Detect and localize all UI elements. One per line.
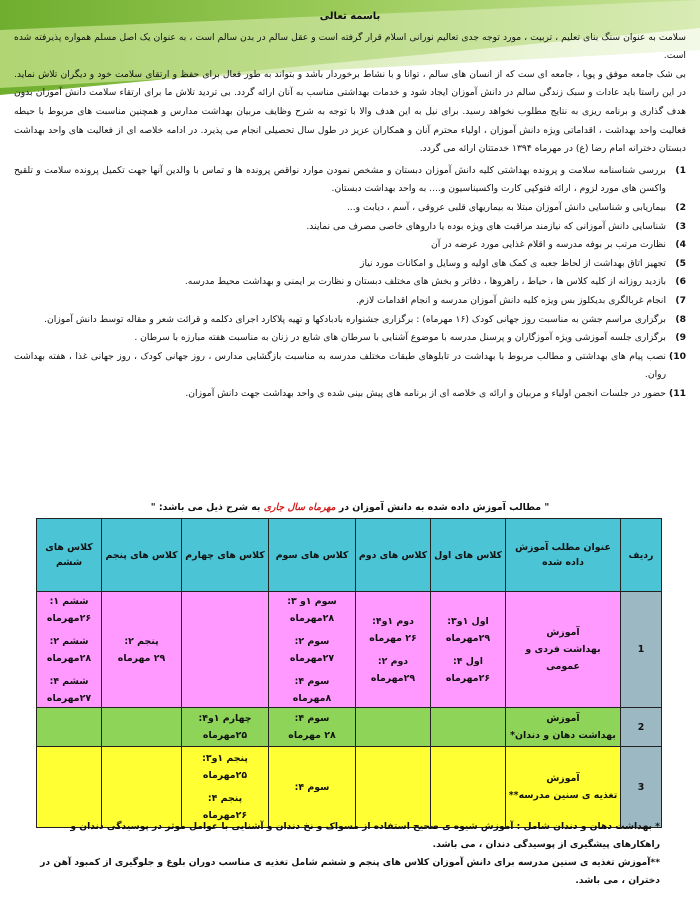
topic-line: بهداشت دهان و دندان* <box>510 730 616 741</box>
schedule-cell <box>431 747 506 828</box>
row-number-cell: 2 <box>621 708 662 747</box>
list-item-number: 5) <box>675 257 686 269</box>
schedule-line: ۲۹ مهرماه <box>117 652 166 664</box>
list-item-text: نظارت مرتب بر بوفه مدرسه و اقلام غذایی مورد عرضه در آن <box>431 239 666 251</box>
schedule-line: ششم ۱: <box>49 595 89 607</box>
schedule-line: سوم ۴: <box>294 781 330 793</box>
topic-cell <box>506 747 621 828</box>
list-item-text: نصب پیام های بهداشتی و مطالب مربوط با بهداشت در تابلوهای طبقات مختلف مدرسه به مناسبت بازگشایی مدارس ، روز جهانی کودک ، روز جهانی غذا ، هفته بهداشت روان. <box>14 350 666 381</box>
schedule-cell <box>182 708 269 747</box>
list-item <box>14 218 686 237</box>
topic-line: آموزش <box>546 773 580 784</box>
header-row-number: ردیف <box>621 519 662 592</box>
schedule-line: ۲۸مهرماه <box>289 612 335 624</box>
education-table <box>36 518 662 828</box>
list-item <box>14 292 686 311</box>
schedule-line: ششم ۲: <box>49 635 89 647</box>
list-item-text: برگزاری جلسه آموزشی ویژه آموزگاران و پرسنل مدرسه با موضوع آشنایی با سرطان های شایع در زنان به مناسبت هفته مبارزه با سرطان . <box>134 332 666 344</box>
schedule-cell <box>37 592 102 708</box>
list-item-text: بیماریابی و شناسایی دانش آموزان مبتلا به بیماریهای قلبی عروقی ، آسم ، دیابت و... <box>346 201 666 213</box>
topic-line: آموزش <box>546 713 580 724</box>
header-topic: عنوان مطلب آموزش داده شده <box>506 519 621 592</box>
schedule-cell <box>356 592 431 708</box>
table-row <box>37 592 662 708</box>
document-title: باسمه تعالی <box>319 11 381 22</box>
schedule-line: ۲۶ مهرماه <box>369 632 417 644</box>
list-item-text: حضور در جلسات انجمن اولیاء و مربیان و ارائه ی خلاصه ای از برنامه های پیش بینی شده ی واحد بهداشت جهت دانش آموزان. <box>185 387 666 399</box>
list-item-number: 2) <box>675 201 686 213</box>
schedule-line: اول ۱و۳: <box>447 615 489 627</box>
schedule-line: ۲۹مهرماه <box>445 632 491 644</box>
list-item-number: 7) <box>675 294 686 306</box>
schedule-line: سوم ۲: <box>294 635 330 647</box>
schedule-cell <box>102 708 182 747</box>
row-number-cell: 3 <box>621 747 662 828</box>
header-grade-5: کلاس های پنجم <box>102 519 182 592</box>
topic-cell <box>506 592 621 708</box>
topic-line: بهداشت فردی و عمومی <box>525 644 601 672</box>
schedule-cell <box>37 708 102 747</box>
schedule-line: سوم ۴: <box>294 675 330 687</box>
schedule-line: چهارم ۱و۴: <box>198 713 252 724</box>
table-row <box>37 747 662 828</box>
list-item <box>14 236 686 255</box>
row-number-cell: 1 <box>621 592 662 708</box>
schedule-cell <box>431 708 506 747</box>
schedule-cell <box>269 708 356 747</box>
topic-line: آموزش <box>546 627 580 638</box>
header-grade-3: کلاس های سوم <box>269 519 356 592</box>
table-intro <box>0 502 700 513</box>
list-item <box>14 329 686 348</box>
intro-paragraph-1: سلامت به عنوان سنگ بنای تعلیم ، تربیت ، مورد توجه جدی تعالیم نورانی اسلام قرار گرفته است و عقل سالم در بدن سالم است ، به عنوان یک اصل مسلم همواره پذیرفته شده است. <box>14 31 686 62</box>
schedule-cell <box>269 592 356 708</box>
schedule-cell <box>182 592 269 708</box>
table-intro-after: به شرح ذیل می باشد: " <box>150 502 264 513</box>
list-item <box>14 348 686 385</box>
table-intro-before: " مطالب آموزش داده شده به دانش آموزان در <box>335 502 550 513</box>
schedule-cell <box>102 592 182 708</box>
list-item-text: بررسی شناسنامه سلامت و پرونده بهداشتی کلیه دانش آموزان دبستان و مشخص نمودن موارد نواقص پرونده ها و تماس با والدین آنها جهت تکمیل پرونده سلامت و تلقیح واکسن های مورد لزوم ، ارائه فتوکپی کارت واکسیناسیون و.... به واحد بهداشت دبستان. <box>14 164 666 195</box>
list-item-number: 11) <box>669 387 686 399</box>
schedule-cell <box>102 747 182 828</box>
header-grade-4: کلاس های چهارم <box>182 519 269 592</box>
list-item-number: 3) <box>675 220 686 232</box>
list-item-text: بازدید روزانه از کلیه کلاس ها ، حیاط ، راهروها ، دفاتر و بخش های مختلف دبستان و نظارت بر ایمنی و بهداشت محیط مدرسه. <box>184 276 666 288</box>
intro-paragraph-2: بی شک جامعه موفق و پویا ، جامعه ای ست که از انسان های سالم ، توانا و با نشاط برخوردار باشد و بتواند به طور فعال برای حفظ و ارتقای سلامت خود و دیگران تلاش نماید. در این راستا باید عادات و سبک زندگی سالم در دانش آموزان ایجاد شود و خدمات بهداشتی مناسب به آنان ارائه گردد. بی تردید تلاش ما برای ارتقاء سلامت دانش آموزان بدون هدف گذاری و برنامه ریزی به نتایج مطلوب نخواهد رسید. برای نیل به این هدف والا با توجه به شرح وظایف مربیان بهداشت مدارس و همچنین مناسبت های مربوط با حیطه فعالیت واحد بهداشت ، اقداماتی ویژه دانش آموزان ، اولیاء محترم آنان و همکاران عزیز در طول سال تحصیلی انجام می پذیرد. در ادامه خلاصه ای از فعالیت های واحد بهداشت دبستان دخترانه امام رضا (ع) در مهرماه ۱۳۹۴ خدمتتان ارائه می گردد. <box>14 68 686 155</box>
header-grade-6: کلاس های ششم <box>37 519 102 592</box>
list-item <box>14 162 686 199</box>
schedule-line: دوم ۱و۴: <box>372 615 414 627</box>
list-item-number: 10) <box>669 350 686 362</box>
list-item-text: برگزاری مراسم جشن به مناسبت روز جهانی کودک (۱۶ مهرماه) : برگزاری جشنواره بادبادکها و تهیه پلاکارد اجرای دکلمه و قرائت شعر و مقاله توسط دانش آموزان. <box>44 313 666 325</box>
list-item-text: تجهیز اتاق بهداشت از لحاظ جعبه ی کمک های اولیه و وسایل و امکانات مورد نیاز <box>360 257 666 269</box>
activity-list <box>14 162 686 404</box>
schedule-line: پنجم ۲: <box>124 635 159 647</box>
list-item-text: شناسایی دانش آموزانی که نیازمند مراقبت های ویژه بوده یا داروهای خاصی مصرف می نمایند. <box>306 220 666 232</box>
schedule-line: ۸مهرماه <box>292 692 332 704</box>
header-grade-1: کلاس های اول <box>431 519 506 592</box>
schedule-line: ۲۶مهرماه <box>202 810 248 821</box>
table-header-row <box>37 519 662 592</box>
list-item <box>14 273 686 292</box>
topic-cell <box>506 708 621 747</box>
schedule-line: ۲۸ مهرماه <box>288 730 336 741</box>
schedule-line: ۲۷مهرماه <box>46 692 92 704</box>
footnote-2: **آموزش تغذیه ی سنین مدرسه برای دانش آموزان کلاس های پنجم و ششم شامل تغذیه ی مناسب دوران بلوغ و جلوگیری از کمبود آهن در دختران ، می باشد. <box>40 857 660 886</box>
table-intro-highlight: مهرماه سال جاری <box>263 502 336 513</box>
table-row <box>37 708 662 747</box>
list-item-number: 9) <box>675 332 686 344</box>
schedule-line: سوم ۱و ۳: <box>287 595 337 607</box>
list-item-number: 6) <box>675 276 686 288</box>
schedule-line: ۲۶مهرماه <box>46 612 92 624</box>
schedule-line: ۲۵مهرماه <box>202 770 248 781</box>
schedule-line: پنجم ۴: <box>207 793 243 804</box>
schedule-line: اول ۴: <box>453 655 483 667</box>
header-grade-2: کلاس های دوم <box>356 519 431 592</box>
schedule-line: ۲۵مهرماه <box>202 730 248 741</box>
list-item <box>14 199 686 218</box>
schedule-line: ۲۷مهرماه <box>289 652 335 664</box>
list-item-number: 8) <box>675 313 686 325</box>
schedule-cell <box>356 708 431 747</box>
schedule-line: دوم ۲: <box>377 655 409 667</box>
letter-body <box>14 8 686 403</box>
schedule-cell <box>37 747 102 828</box>
schedule-cell <box>182 747 269 828</box>
list-item-text: انجام غربالگری بدیکلوز بس ویژه کلیه دانش آموزان مدرسه و انجام اقدامات لازم. <box>355 294 666 306</box>
schedule-cell <box>269 747 356 828</box>
list-item <box>14 311 686 330</box>
schedule-cell <box>431 592 506 708</box>
schedule-line: ۲۹مهرماه <box>370 672 416 684</box>
schedule-line: ۲۶مهرماه <box>445 672 491 684</box>
list-item <box>14 385 686 404</box>
schedule-line: پنجم ۱و۳: <box>202 753 248 764</box>
schedule-line: ششم ۴: <box>49 675 89 687</box>
schedule-line: ۲۸مهرماه <box>46 652 92 664</box>
footnotes <box>40 818 660 890</box>
list-item-number: 1) <box>675 164 686 176</box>
schedule-cell <box>356 747 431 828</box>
schedule-line: سوم ۴: <box>294 713 330 724</box>
topic-line: تغذیه ی سنین مدرسه** <box>508 790 618 801</box>
list-item <box>14 255 686 274</box>
footnote-1: * بهداشت دهان و دندان شامل : آموزش شیوه ی صحیح استفاده از مسواک و نخ دندان و آشنایی با عوامل موثر در پوسیدگی دندان و راهکارهای پیشگیری از پوسیدگی دندان ، می باشد. <box>70 821 660 850</box>
list-item-number: 4) <box>675 239 686 251</box>
